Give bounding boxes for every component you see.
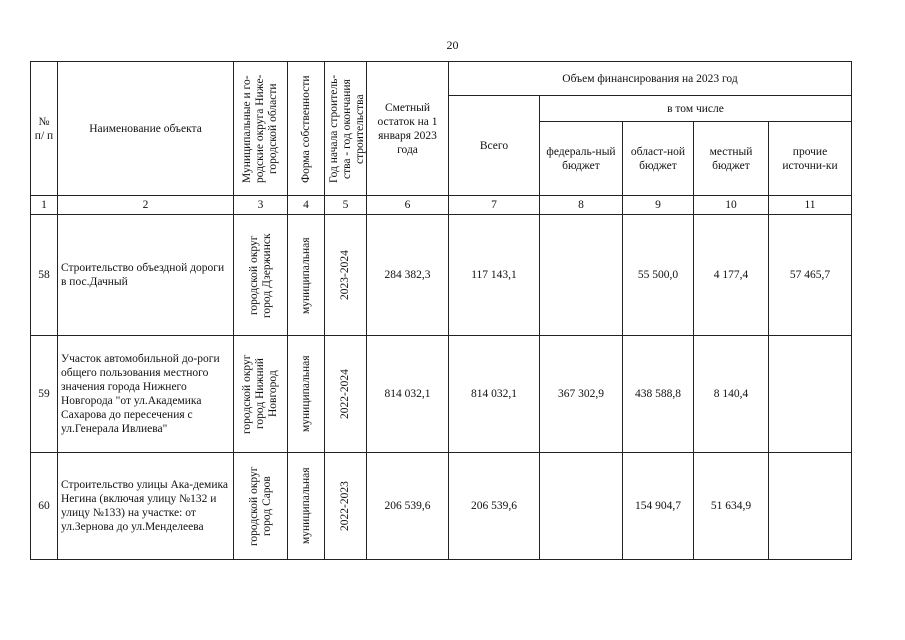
index-cell: 8 [540,196,623,215]
table-row [31,215,852,336]
column-index-row [31,196,852,215]
header-federal: федераль-ный бюджет [540,122,623,196]
funding-table [30,61,852,560]
header-years: Год начала строитель-ства - год окончания строительства [325,62,367,196]
other-cell: 57 465,7 [769,215,852,336]
header-municipality: Муниципальные и го-родские округа Ниже-городской области [234,62,288,196]
index-cell: 7 [449,196,540,215]
header-ownership: Форма собственности [288,62,325,196]
other-cell [769,453,852,560]
index-cell: 1 [31,196,58,215]
header-total: Всего [449,96,540,196]
index-cell: 11 [769,196,852,215]
header-remaining: Сметный остаток на 1 января 2023 года [367,62,449,196]
municipality-cell: городской округ город Дзержинск [234,215,288,336]
header-funding-group: Объем финансирования на 2023 год [449,62,852,96]
index-cell: 9 [623,196,694,215]
ownership-cell: муниципальная [288,336,325,453]
object-name: Строительство объездной дороги в пос.Дачный [58,215,234,336]
years-cell: 2023-2024 [325,215,367,336]
header-regional: област-ной бюджет [623,122,694,196]
total-cell: 814 032,1 [449,336,540,453]
header-local: местный бюджет [694,122,769,196]
index-cell: 2 [58,196,234,215]
header-name: Наименование объекта [58,62,234,196]
header-num: № п/ п [31,62,58,196]
total-cell: 206 539,6 [449,453,540,560]
federal-cell: 367 302,9 [540,336,623,453]
header-other: прочие источни-ки [769,122,852,196]
ownership-cell: муниципальная [288,453,325,560]
table-row [31,336,852,453]
local-cell: 4 177,4 [694,215,769,336]
total-cell: 117 143,1 [449,215,540,336]
page-number: 20 [446,38,459,52]
local-cell: 51 634,9 [694,453,769,560]
years-cell: 2022-2023 [325,453,367,560]
index-cell: 4 [288,196,325,215]
remaining-cell: 814 032,1 [367,336,449,453]
object-name: Участок автомобильной до-роги общего пользования местного значения города Нижнего Новгорода "от ул.Академика Сахарова до пересечения с ул.Генерала Ивлиева" [58,336,234,453]
regional-cell: 154 904,7 [623,453,694,560]
header-row-1 [31,62,852,96]
index-cell: 3 [234,196,288,215]
regional-cell: 438 588,8 [623,336,694,453]
row-number: 59 [31,336,58,453]
index-cell: 5 [325,196,367,215]
index-cell: 6 [367,196,449,215]
remaining-cell: 284 382,3 [367,215,449,336]
other-cell [769,336,852,453]
regional-cell: 55 500,0 [623,215,694,336]
index-cell: 10 [694,196,769,215]
years-cell: 2022-2024 [325,336,367,453]
federal-cell [540,453,623,560]
row-number: 58 [31,215,58,336]
header-including-group: в том числе [540,96,852,122]
municipality-cell: городской округ город Саров [234,453,288,560]
ownership-cell: муниципальная [288,215,325,336]
municipality-cell: городской округ город Нижний Новгород [234,336,288,453]
remaining-cell: 206 539,6 [367,453,449,560]
object-name: Строительство улицы Ака-демика Негина (включая улицу №132 и улицу №133) на участке: от ул.Зернова до ул.Менделеева [58,453,234,560]
row-number: 60 [31,453,58,560]
local-cell: 8 140,4 [694,336,769,453]
table-row [31,453,852,560]
federal-cell [540,215,623,336]
